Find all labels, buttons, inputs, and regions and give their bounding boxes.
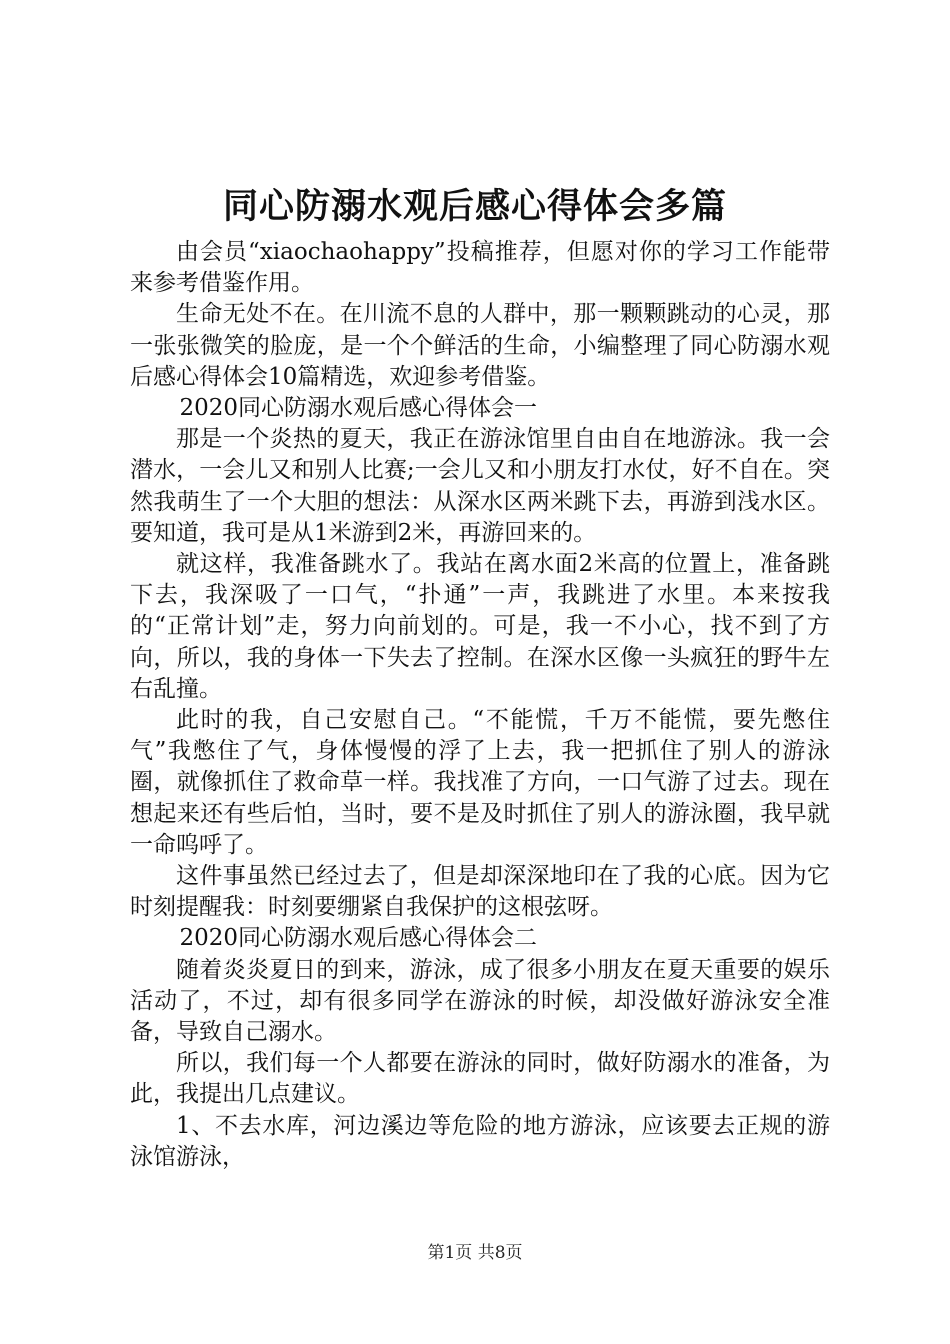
intro-paragraph: 由会员“xiaochaohappy”投稿推荐，但愿对你的学习工作能带来参考借鉴作用。 bbox=[130, 239, 830, 297]
list-item: 1、不去水库，河边溪边等危险的地方游泳，应该要去正规的游泳馆游泳， bbox=[130, 1112, 830, 1170]
body-paragraph: 所以，我们每一个人都要在游泳的同时，做好防溺水的准备，为此，我提出几点建议。 bbox=[130, 1050, 830, 1108]
summary-paragraph: 生命无处不在。在川流不息的人群中，那一颗颗跳动的心灵，那一张张微笑的脸庞，是一个个鲜活的生命，小编整理了同心防溺水观后感心得体会10篇精选，欢迎参考借鉴。 bbox=[130, 301, 830, 390]
body-paragraph: 这件事虽然已经过去了，但是却深深地印在了我的心底。因为它时刻提醒我：时刻要绷紧自我保护的这根弦呀。 bbox=[130, 863, 830, 921]
body-paragraph: 随着炎炎夏日的到来，游泳，成了很多小朋友在夏天重要的娱乐活动了，不过，却有很多同学在游泳的时候，却没做好游泳安全准备，导致自己溺水。 bbox=[130, 956, 830, 1046]
page-number: 第1页 共8页 bbox=[427, 1243, 523, 1263]
section-heading-2: 2020同心防溺水观后感心得体会二 bbox=[179, 925, 537, 952]
body-paragraph: 此时的我，自己安慰自己。“不能慌，千万不能慌，要先憋住气”我憋住了气，身体慢慢的浮了上去，我一把抓住了别人的游泳圈，就像抓住了救命草一样。我找准了方向，一口气游了过去。现在想起来还有些后怕，当时，要不是及时抓住了别人的游泳圈，我早就一命呜呼了。 bbox=[130, 707, 830, 858]
body-paragraph: 就这样，我准备跳水了。我站在离水面2米高的位置上，准备跳下去，我深吸了一口气，“扑通”一声，我跳进了水里。本来按我的“正常计划”走，努力向前划的。可是，我一不小心，找不到了方向，所以，我的身体一下失去了控制。在深水区像一头疯狂的野牛左右乱撞。 bbox=[130, 551, 830, 702]
document-title: 同心防溺水观后感心得体会多篇 bbox=[222, 186, 727, 227]
body-paragraph: 那是一个炎热的夏天，我正在游泳馆里自由自在地游泳。我一会潜水，一会儿又和别人比赛;一会儿又和小朋友打水仗，好不自在。突然我萌生了一个大胆的想法：从深水区两米跳下去，再游到浅水区。要知道，我可是从1米游到2米，再游回来的。 bbox=[130, 426, 830, 546]
document-body bbox=[130, 237, 830, 1173]
section-heading-1: 2020同心防溺水观后感心得体会一 bbox=[179, 395, 537, 422]
